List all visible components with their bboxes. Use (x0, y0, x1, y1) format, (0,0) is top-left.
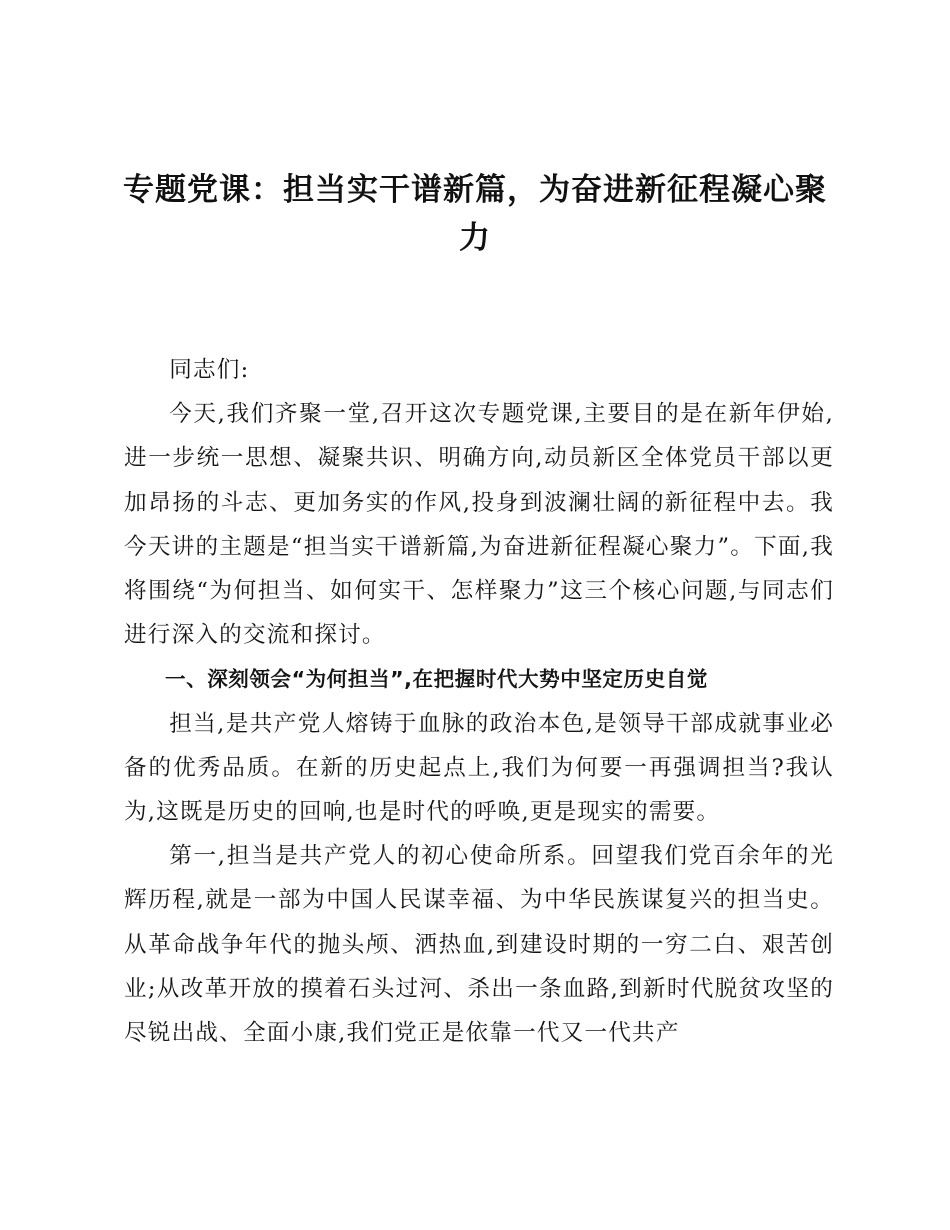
salutation: 同志们: (169, 357, 250, 383)
document-title: 专题党课：担当实干谱新篇，为奋进新征程凝心聚力 (123, 172, 827, 256)
body-paragraph: 第一,担当是共产党人的初心使命所系。回望我们党百余年的光辉历程,就是一部为中国人民谋幸福、为中华民族谋复兴的担当史。从革命战争年代的抛头颅、洒热血,到建设时期的一穷二白、艰苦创业;从改革开放的摸着石头过河、杀出一条血路,到新时代脱贫攻坚的尽锐出战、全面小康,我们党正是依靠一代又一代共产 (124, 843, 834, 1047)
section-heading: 一、深刻领会“为何担当”,在把握时代大势中坚定历史自觉 (165, 667, 708, 692)
body-paragraph: 担当,是共产党人熔铸于血脉的政治本色,是领导干部成就事业必备的优秀品质。在新的历史起点上,我们为何要一再强调担当?我认为,这既是历史的回响,也是时代的呼唤,更是现实的需要。 (124, 710, 834, 826)
document-body (124, 348, 834, 1055)
body-paragraph-intro: 今天,我们齐聚一堂,召开这次专题党课,主要目的是在新年伊始,进一步统一思想、凝聚共识、明确方向,动员新区全体党员干部以更加昂扬的斗志、更加务实的作风,投身到波澜壮阔的新征程中去。我今天讲的主题是“担当实干谱新篇,为奋进新征程凝心聚力”。下面,我将围绕“为何担当、如何实干、怎样聚力”这三个核心问题,与同志们进行深入的交流和探讨。 (124, 401, 834, 649)
